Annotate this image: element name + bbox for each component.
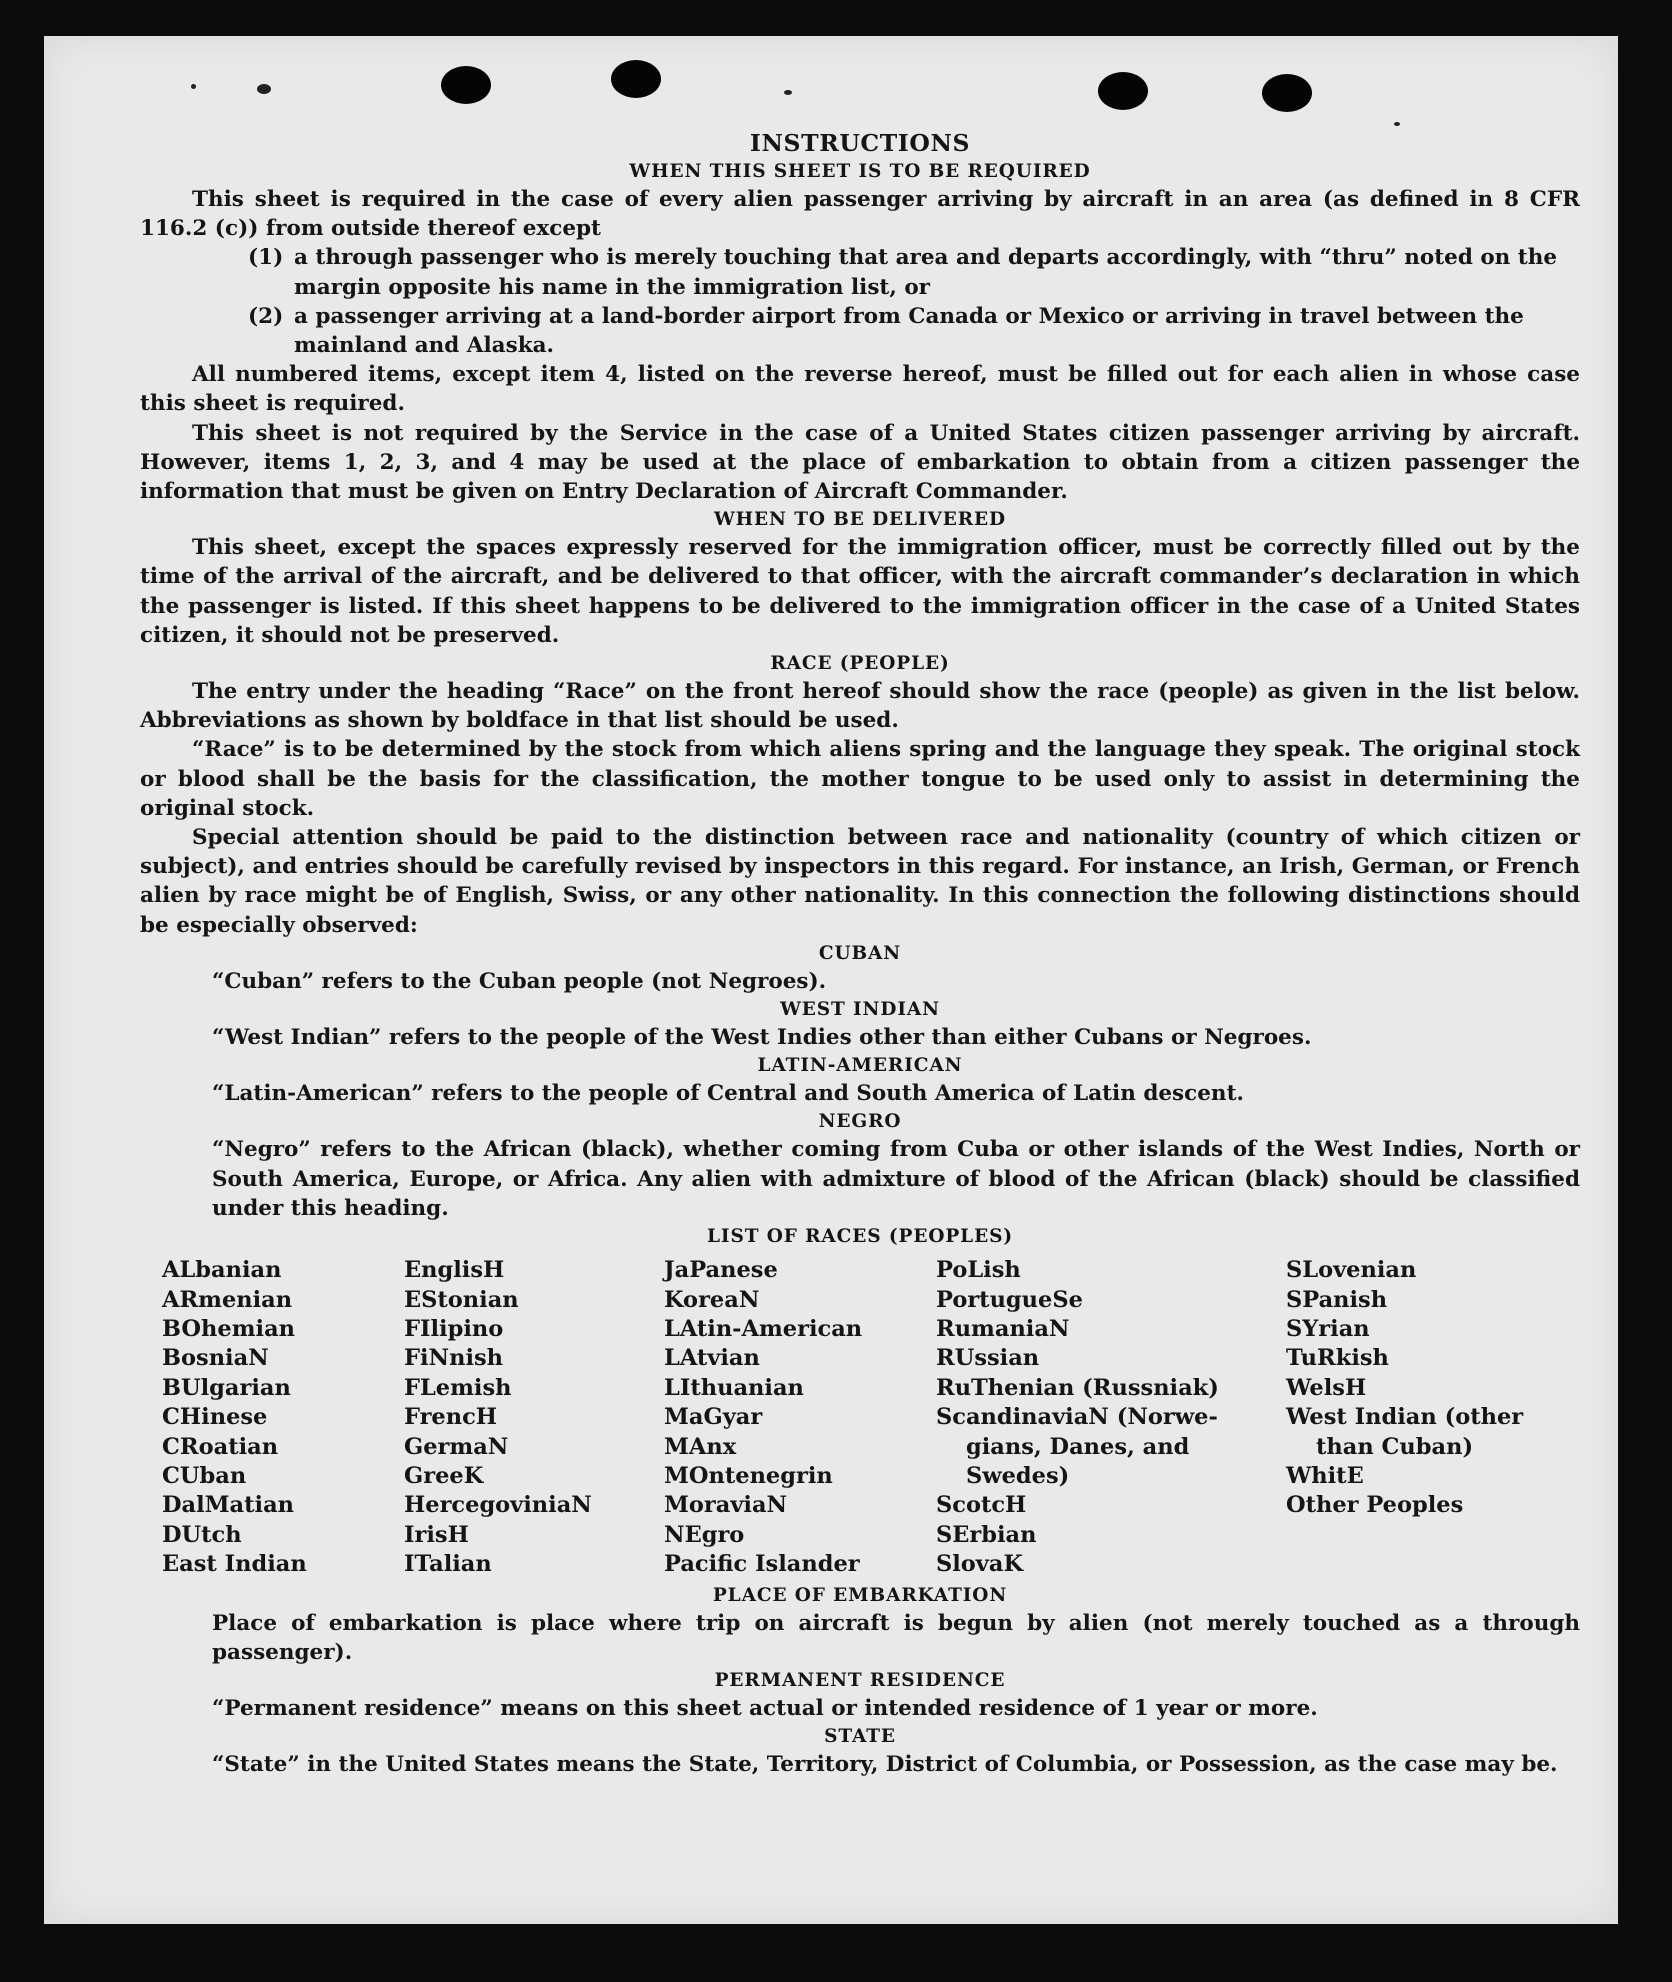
race-item: WhitE [1286, 1462, 1364, 1489]
heading-cuban: CUBAN [818, 942, 902, 964]
heading-race: RACE (PEOPLE) [770, 653, 950, 675]
paragraph: All numbered items, except item 4, listed on the reverse hereof, must be filled out for each alien in whose case this sheet is required. [140, 362, 1580, 417]
race-item: CHinese [162, 1404, 268, 1431]
paragraph: This sheet, except the spaces expressly reserved for the immigration officer, must be correctly filled out by the time of the arrival of the aircraft, and be delivered to that officer, with the aircraft commander’s declaration in which the passenger is listed. If this sheet happens to be delivered to the immigration officer in the case of a United States citizen, it should not be preserved. [140, 535, 1580, 648]
heading-residence: PERMANENT RESIDENCE [714, 1669, 1006, 1691]
race-item: MAnx [664, 1433, 737, 1460]
instructions-content [140, 128, 1580, 1779]
race-item: SLovenian [1286, 1257, 1417, 1284]
punch-hole [1098, 72, 1148, 110]
race-item: PoLish [936, 1257, 1021, 1284]
race-item: MOntenegrin [664, 1462, 833, 1489]
item-number: (1) [248, 245, 284, 271]
page-title: INSTRUCTIONS [749, 129, 971, 157]
punch-hole [611, 60, 661, 98]
races-column-3 [664, 1256, 936, 1579]
race-item: DalMatian [162, 1492, 295, 1519]
paragraph: “Permanent residence” means on this sheet actual or intended residence of 1 year or more. [212, 1695, 1318, 1721]
paragraph: “Race” is to be determined by the stock from which aliens spring and the language they speak. The original stock or blood shall be the basis for the classification, the mother tongue to be used only to assist in determining the original stock. [140, 737, 1580, 821]
heading-negro: NEGRO [818, 1111, 902, 1133]
paragraph: “Negro” refers to the African (black), whether coming from Cuba or other islands of the West Indies, North or South America, Europe, or Africa. Any alien with admixture of blood of the African (black) should be classified under this heading. [212, 1137, 1580, 1221]
speck [257, 84, 271, 94]
race-item: FIlipino [404, 1315, 504, 1342]
race-item: WelsH [1286, 1374, 1367, 1401]
race-item: SErbian [936, 1521, 1037, 1548]
race-item: RumaniaN [936, 1315, 1070, 1342]
punch-hole [1262, 74, 1312, 112]
race-item: ARmenian [162, 1286, 293, 1313]
race-item: LAtin-American [664, 1315, 863, 1342]
race-item: Pacific Islander [664, 1551, 860, 1578]
race-item: FiNnish [404, 1345, 504, 1372]
item-text: a through passenger who is merely touching that area and departs accordingly, with “thru” noted on the margin opposite his name in the immigration list, or [294, 245, 1558, 300]
heading-list-of-races: LIST OF RACES (PEOPLES) [707, 1226, 1013, 1248]
races-column-5 [1286, 1256, 1546, 1579]
race-item: West Indian (other [1286, 1404, 1524, 1431]
race-item: NEgro [664, 1521, 745, 1548]
paragraph: This sheet is not required by the Service in the case of a United States citizen passenger arriving by aircraft. However, items 1, 2, 3, and 4 may be used at the place of embarkation to obtain from a citizen passenger the information that must be given on Entry Declaration of Aircraft Commander. [140, 420, 1580, 505]
races-list [162, 1256, 1580, 1579]
paragraph: “Cuban” refers to the Cuban people (not Negroes). [212, 968, 827, 994]
punch-hole [441, 66, 491, 104]
paragraph: “West Indian” refers to the people of the West Indies other than either Cubans or Negroes. [212, 1025, 1312, 1051]
race-item-continuation: Swedes) [966, 1462, 1070, 1489]
race-item: GermaN [404, 1433, 509, 1460]
race-item: ScandinaviaN (Norwe- [936, 1404, 1218, 1431]
race-item: MaGyar [664, 1404, 763, 1431]
paragraph: This sheet is required in the case of every alien passenger arriving by aircraft in an area (as defined in 8 CFR 116.2 (c)) from outside thereof except [140, 187, 1580, 242]
list-item [140, 243, 1580, 301]
race-item: Other Peoples [1286, 1492, 1464, 1519]
race-item: IrisH [404, 1521, 469, 1548]
race-item: East Indian [162, 1551, 307, 1578]
paragraph: “State” in the United States means the State, Territory, District of Columbia, or Possession, as the case may be. [212, 1752, 1558, 1778]
race-item-continuation: than Cuban) [1316, 1433, 1474, 1460]
paragraph: Special attention should be paid to the distinction between race and nationality (country of which citizen or subject), and entries should be carefully revised by inspectors in this regard. For instance, an Irish, German, or French alien by race might be of English, Swiss, or any other nationality. In this connection the following distinctions should be especially observed: [140, 825, 1580, 938]
races-column-2 [404, 1256, 664, 1579]
race-item: BosniaN [162, 1345, 269, 1372]
race-item: LIthuanian [664, 1374, 804, 1401]
races-column-1 [162, 1256, 404, 1579]
paragraph: “Latin-American” refers to the people of Central and South America of Latin descent. [212, 1081, 1244, 1107]
race-item: SlovaK [936, 1551, 1024, 1578]
race-item: MoraviaN [664, 1492, 788, 1519]
item-number: (2) [248, 303, 284, 329]
race-item: ALbanian [162, 1257, 282, 1284]
race-item: KoreaN [664, 1286, 760, 1313]
heading-latin-american: LATIN-AMERICAN [757, 1055, 963, 1077]
heading-when-delivered: WHEN TO BE DELIVERED [714, 509, 1006, 531]
race-item: HercegoviniaN [404, 1492, 592, 1519]
race-item: CUban [162, 1462, 247, 1489]
item-text: a passenger arriving at a land-border airport from Canada or Mexico or arriving in travel between the mainland and Alaska. [294, 303, 1524, 359]
race-item: FLemish [404, 1374, 512, 1401]
speck [1394, 122, 1400, 126]
speck [784, 90, 792, 95]
race-item: ScotcH [936, 1492, 1027, 1519]
heading-when-required: WHEN THIS SHEET IS TO BE REQUIRED [629, 161, 1091, 182]
list-item [140, 302, 1580, 360]
race-item-continuation: gians, Danes, and [966, 1433, 1190, 1460]
heading-embarkation: PLACE OF EMBARKATION [712, 1584, 1008, 1606]
race-item: DUtch [162, 1521, 242, 1548]
races-column-4 [936, 1256, 1286, 1579]
race-item: CRoatian [162, 1433, 279, 1460]
document-page [44, 36, 1618, 1924]
race-item: TuRkish [1286, 1345, 1389, 1372]
race-item: RuThenian (Russniak) [936, 1374, 1219, 1401]
race-item: SPanish [1286, 1286, 1388, 1313]
heading-state: STATE [824, 1726, 896, 1748]
race-item: PortugueSe [936, 1286, 1083, 1313]
paragraph: The entry under the heading “Race” on the front hereof should show the race (people) as given in the list below. Abbreviations as shown by boldface in that list should be used. [140, 679, 1580, 734]
race-item: LAtvian [664, 1345, 760, 1372]
race-item: RUssian [936, 1345, 1040, 1372]
race-item: BOhemian [162, 1315, 296, 1342]
race-item: ITalian [404, 1551, 492, 1578]
heading-west-indian: WEST INDIAN [780, 999, 940, 1021]
race-item: GreeK [404, 1462, 484, 1489]
race-item: BUlgarian [162, 1374, 291, 1401]
race-item: EStonian [404, 1286, 519, 1313]
race-item: SYrian [1286, 1315, 1370, 1342]
race-item: EnglisH [404, 1257, 505, 1284]
race-item: FrencH [404, 1404, 498, 1431]
race-item: JaPanese [664, 1257, 778, 1284]
paragraph: Place of embarkation is place where trip on aircraft is begun by alien (not merely touched as a through passenger). [212, 1610, 1580, 1665]
speck [191, 84, 196, 89]
